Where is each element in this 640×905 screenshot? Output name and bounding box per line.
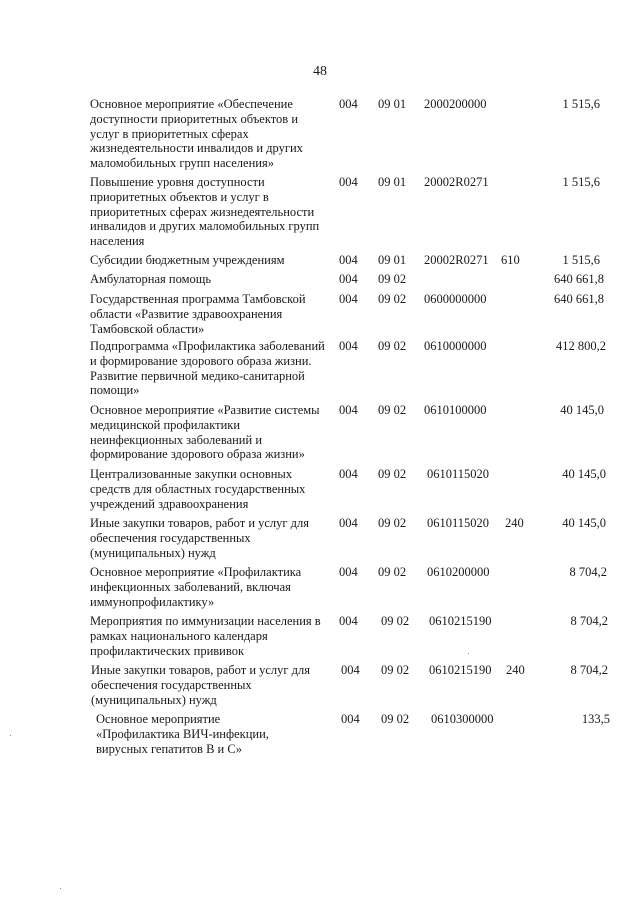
- row-razdel: 09 02: [381, 614, 410, 628]
- scan-speck: [60, 888, 61, 889]
- row-csr: 0610000000: [424, 339, 487, 353]
- row-sum: 40 145,0: [562, 516, 606, 530]
- row-sum: 8 704,2: [570, 614, 608, 628]
- row-sum: 40 145,0: [562, 467, 606, 481]
- row-name: Иные закупки товаров, работ и услуг для обеспечения государственных (муниципальных) нужд: [90, 516, 310, 560]
- row-vr: 240: [506, 663, 525, 677]
- row-razdel: 09 02: [378, 292, 407, 306]
- row-csr: 0610215190: [429, 614, 492, 628]
- row-grbs: 004: [339, 614, 358, 628]
- row-vr: 610: [501, 253, 520, 267]
- row-grbs: 004: [339, 97, 358, 111]
- row-grbs: 004: [339, 175, 358, 189]
- row-name: Государственная программа Тамбовской области «Развитие здравоохранения Тамбовской области»: [90, 292, 306, 336]
- row-name: Субсидии бюджетным учреждениям: [90, 253, 285, 267]
- row-grbs: 004: [341, 712, 360, 726]
- row-name: Амбулаторная помощь: [90, 272, 212, 286]
- row-sum: 1 515,6: [562, 175, 600, 189]
- row-sum: 640 661,8: [554, 272, 604, 286]
- row-name: Основное мероприятие «Развитие системы медицинской профилактики неинфекционных заболеваний и формирование здорового образа жизни»: [90, 403, 320, 462]
- scan-speck: [10, 735, 11, 736]
- row-grbs: 004: [339, 339, 358, 353]
- scan-speck: [468, 653, 469, 654]
- row-csr: 0610115020: [427, 516, 490, 530]
- row-razdel: 09 01: [378, 253, 407, 267]
- row-sum: 40 145,0: [560, 403, 604, 417]
- row-sum: 1 515,6: [562, 253, 600, 267]
- row-grbs: 004: [339, 516, 358, 530]
- row-razdel: 09 02: [381, 712, 410, 726]
- row-csr: 20002R0271: [424, 175, 489, 189]
- row-razdel: 09 01: [378, 97, 407, 111]
- row-sum: 412 800,2: [556, 339, 606, 353]
- row-name: Повышение уровня доступности приоритетных объектов и услуг в приоритетных сферах жизнедеятельности инвалидов и других маломобильных групп населения: [90, 175, 320, 249]
- row-name: Иные закупки товаров, работ и услуг для обеспечения государственных (муниципальных) нужд: [91, 663, 311, 707]
- row-csr: 0610100000: [424, 403, 487, 417]
- row-grbs: 004: [339, 292, 358, 306]
- row-name: Основное мероприятие «Обеспечение доступности приоритетных объектов и услуг в приоритетных сферах жизнедеятельности инвалидов и других маломобильных групп населения»: [90, 97, 303, 171]
- row-grbs: 004: [339, 467, 358, 481]
- row-grbs: 004: [339, 565, 358, 579]
- row-csr: 0610300000: [431, 712, 494, 726]
- row-sum: 8 704,2: [569, 565, 607, 579]
- row-csr: 0610215190: [429, 663, 492, 677]
- row-csr: 0610200000: [427, 565, 490, 579]
- row-csr: 0600000000: [424, 292, 487, 306]
- row-razdel: 09 02: [378, 516, 407, 530]
- row-name: Подпрограмма «Профилактика заболеваний и формирование здорового образа жизни. Развитие первичной медико-санитарной помощи»: [90, 339, 325, 398]
- row-name: Централизованные закупки основных средств для областных государственных учреждений здравоохранения: [90, 467, 306, 511]
- row-name: Основное мероприятие «Профилактика ВИЧ-инфекции, вирусных гепатитов В и С»: [96, 712, 269, 756]
- row-name: Основное мероприятие «Профилактика инфекционных заболеваний, включая иммунопрофилактику»: [90, 565, 302, 609]
- row-sum: 640 661,8: [554, 292, 604, 306]
- row-razdel: 09 02: [378, 403, 407, 417]
- row-sum: 8 704,2: [570, 663, 608, 677]
- row-sum: 133,5: [581, 712, 610, 726]
- page-number: 48: [313, 64, 327, 79]
- row-csr: 0610115020: [427, 467, 490, 481]
- row-razdel: 09 02: [378, 467, 407, 481]
- row-sum: 1 515,6: [562, 97, 600, 111]
- row-grbs: 004: [339, 272, 358, 286]
- row-name: Мероприятия по иммунизации населения в рамках национального календаря профилактических прививок: [90, 614, 321, 658]
- row-vr: 240: [505, 516, 524, 530]
- row-razdel: 09 02: [378, 565, 407, 579]
- row-grbs: 004: [339, 403, 358, 417]
- row-grbs: 004: [339, 253, 358, 267]
- row-csr: 2000200000: [424, 97, 487, 111]
- row-razdel: 09 02: [378, 339, 407, 353]
- row-razdel: 09 02: [381, 663, 410, 677]
- row-razdel: 09 01: [378, 175, 407, 189]
- row-razdel: 09 02: [378, 272, 407, 286]
- row-grbs: 004: [341, 663, 360, 677]
- row-csr: 20002R0271: [424, 253, 489, 267]
